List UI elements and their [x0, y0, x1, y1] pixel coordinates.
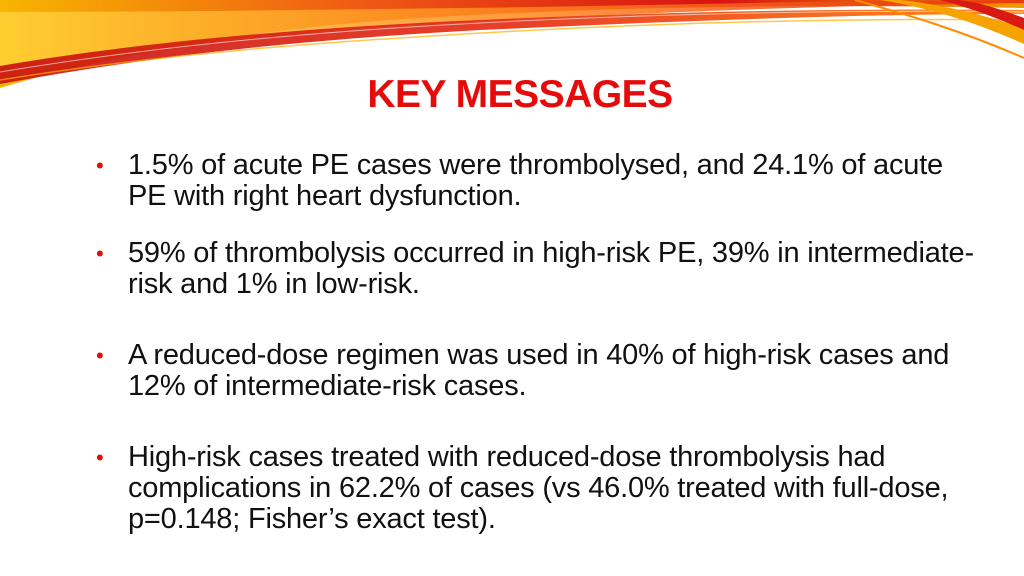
list-item [96, 340, 976, 402]
bullet-icon: • [96, 343, 104, 368]
bullet-text: 1.5% of acute PE cases were thrombolysed, and 24.1% of acute PE with right heart dysfunction. [128, 149, 943, 212]
bullet-icon: • [96, 445, 104, 470]
list-item [96, 150, 976, 212]
slide-title: KEY MESSAGES [367, 73, 673, 116]
bullet-text: 59% of thrombolysis occurred in high-risk PE, 39% in intermediate-risk and 1% in low-risk. [128, 237, 974, 300]
list-item [96, 442, 976, 535]
list-item [96, 238, 976, 300]
bullet-text: A reduced-dose regimen was used in 40% of high-risk cases and 12% of intermediate-risk cases. [128, 339, 950, 402]
bullet-text: High-risk cases treated with reduced-dose thrombolysis had complications in 62.2% of cases (vs 46.0% treated with full-dose, p=0.148; Fisher’s exact test). [128, 441, 949, 535]
bullet-icon: • [96, 241, 104, 266]
bullet-icon: • [96, 153, 104, 178]
